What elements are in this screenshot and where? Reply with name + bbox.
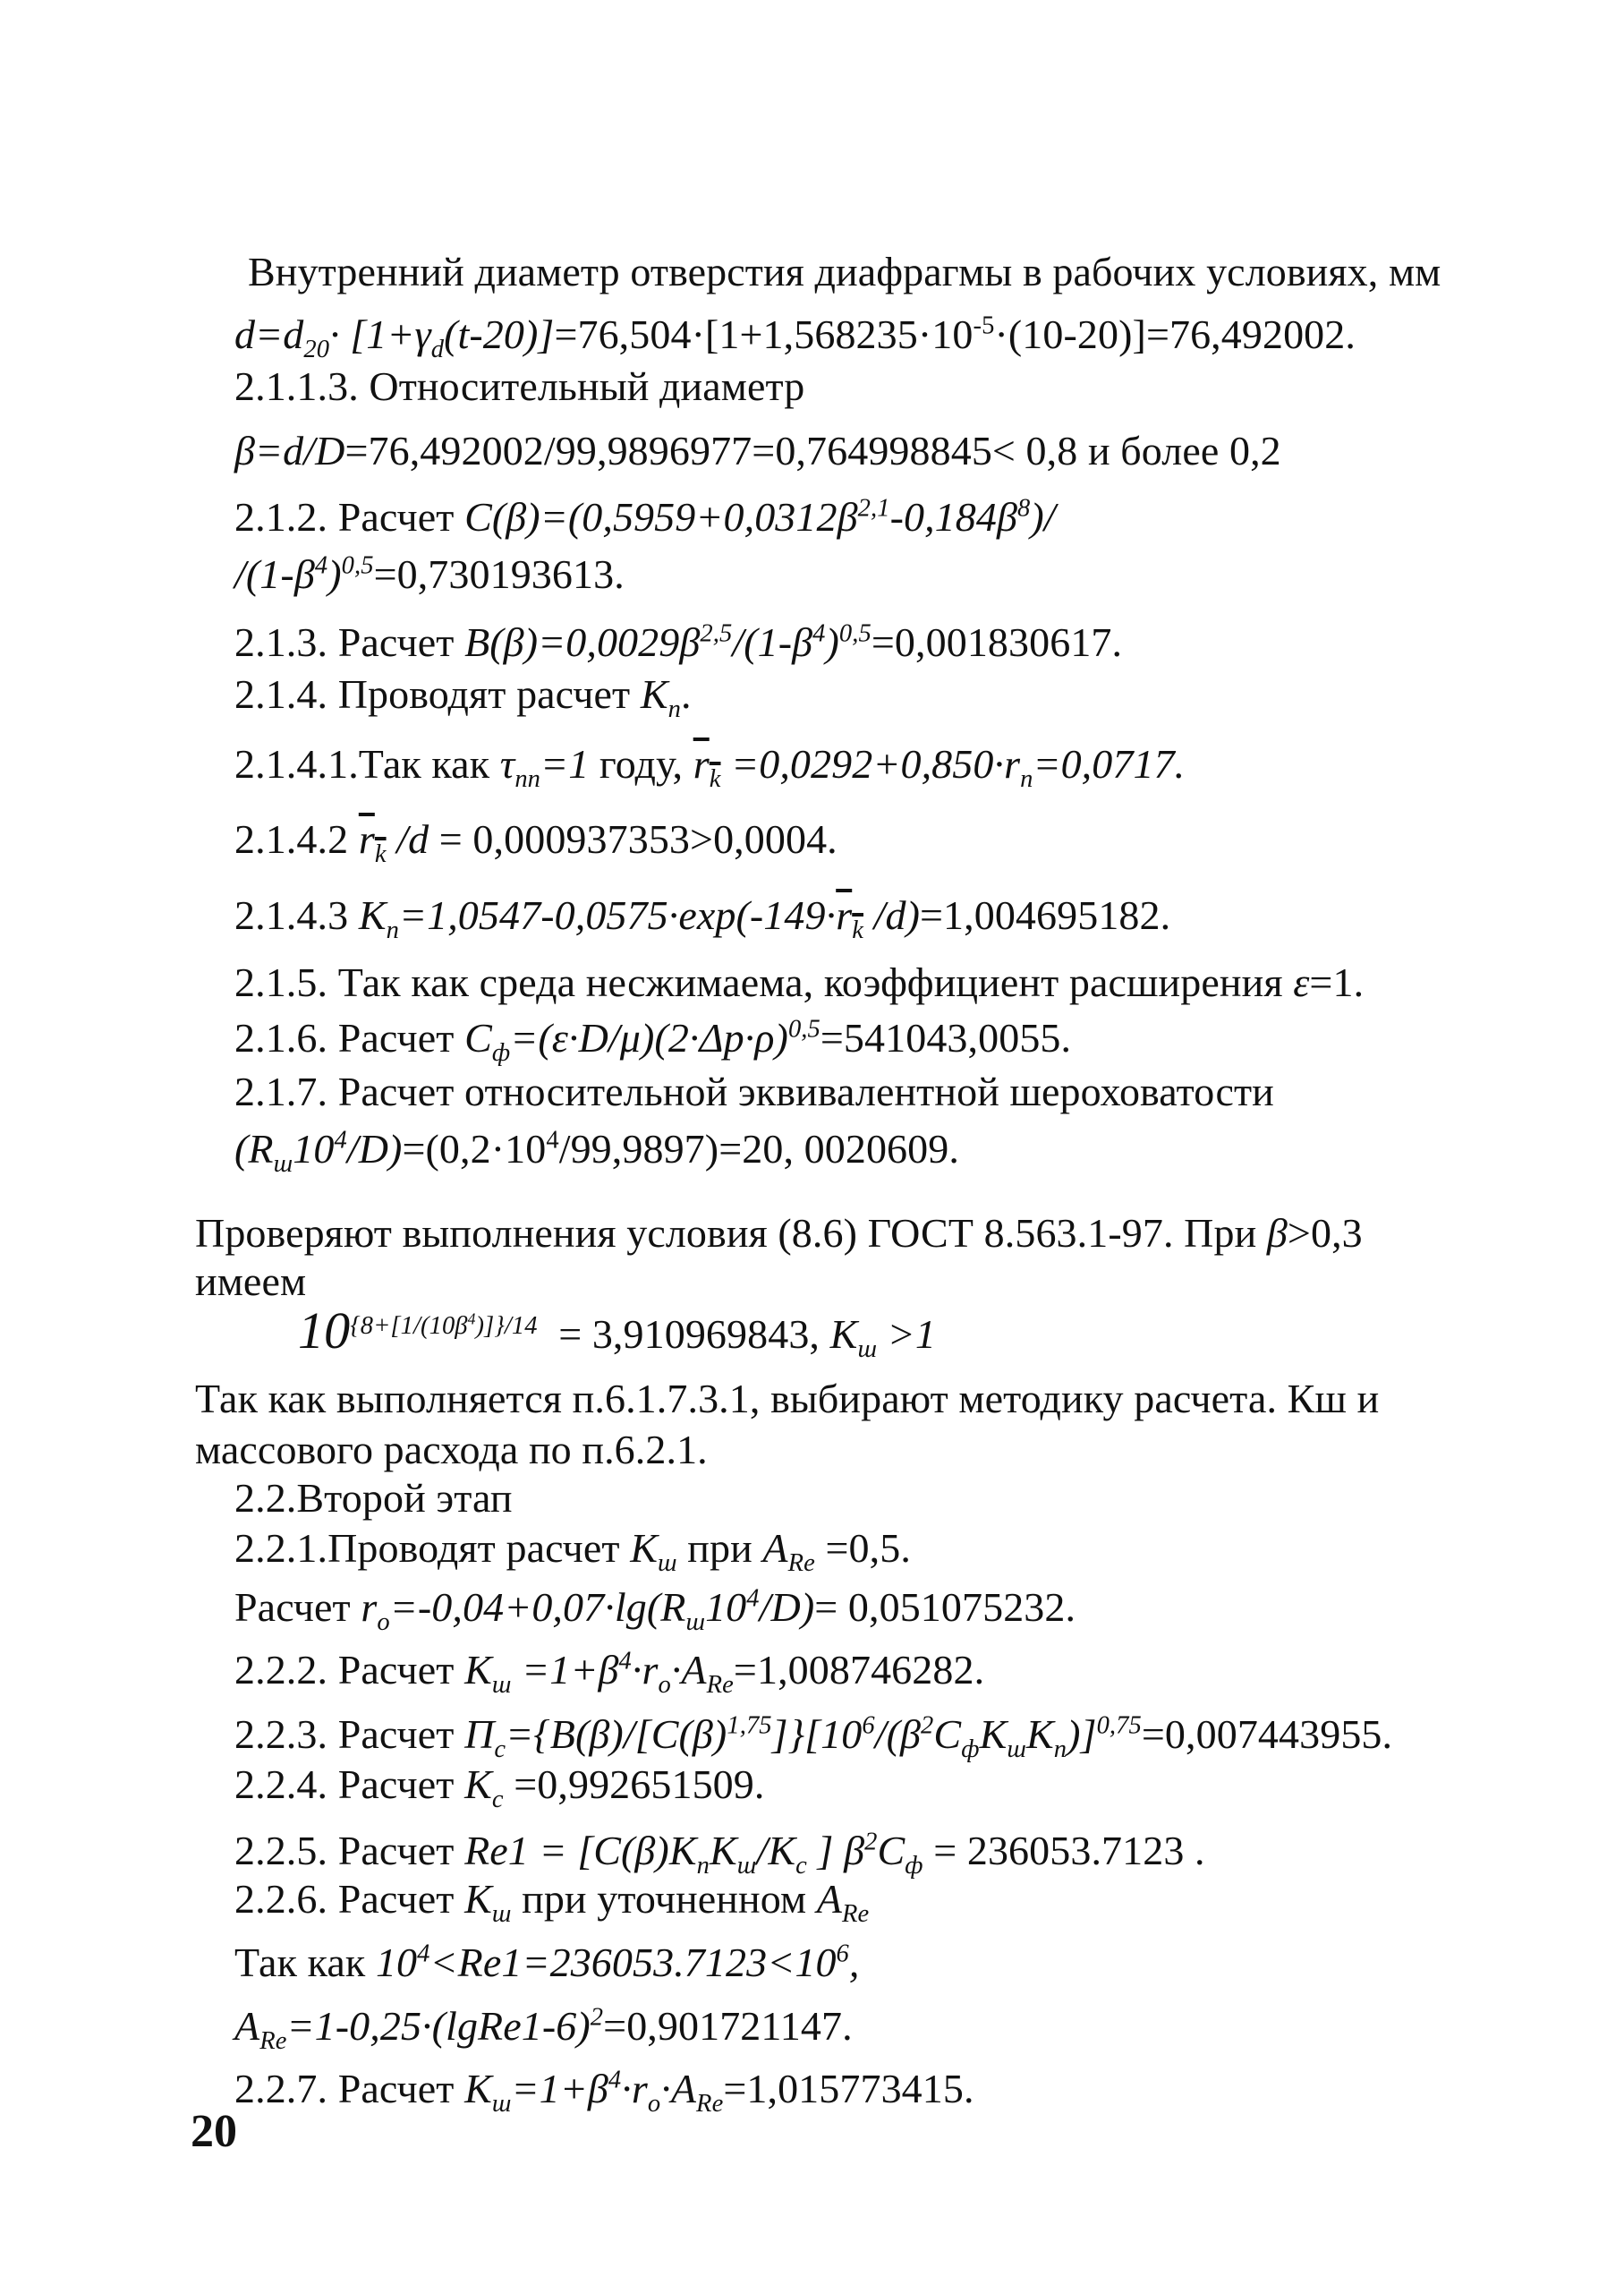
formula-line: 2.2.7. Расчет $K_ш=1+\beta^4\cdot r_o\cdot A_{Re}=1,015773415$. [234, 2066, 974, 2119]
formula-line: Расчет $r_o=-0,04+0,07\cdot\lg(R_ш10^4/D)= 0,051075232$. [234, 1584, 1076, 1637]
text-line: имеем [195, 1258, 307, 1304]
formula-line: 2.1.4.1.Так как $\tau_{пп}=1$ году, $r_k =0,0292+0,850\cdot r_п=0,0717$. [234, 741, 1186, 794]
formula-line: $/(1-\beta^4)^{0,5}=0,730193613$. [234, 551, 625, 597]
text-line: Внутренний диаметр отверстия диафрагмы в рабочих условиях, мм [248, 249, 1441, 294]
text-line: 2.2.1.Проводят расчет $K_ш$ при $A_{Re} =0,5$. [234, 1525, 911, 1578]
page-number: 20 [191, 2106, 237, 2157]
formula-line: 2.1.6. Расчет $C_ф=(\varepsilon\cdot D/\mu)(2\cdot\Delta p\cdot\rho)^{0,5}=541043,0055$. [234, 1015, 1072, 1068]
formula-line: 2.1.4.2 $r_k$ /d = 0,000937353>0,0004. [234, 816, 838, 869]
formula-line: $d=d_{20}\cdot [1+\gamma_d(t-20)]=76,504\cdot[1+1,568235\cdot 10^{-5}\cdot(10-20)]=76,492002$. [234, 311, 1356, 364]
text-line: массового расхода по п.6.2.1. [195, 1427, 708, 1472]
text-line: 2.1.4. Проводят расчет $K_п$. [234, 671, 692, 724]
text-line: Так как выполняется п.6.1.7.3.1, выбирают методику расчета. Кш и [195, 1376, 1380, 1421]
formula-line: β=d/D=76,492002/99,9896977=0,764998845< 0,8 и более 0,2 [234, 428, 1281, 473]
text-line: Проверяют выполнения условия (8.6) ГОСТ 8.563.1-97. При β>0,3 [195, 1210, 1363, 1256]
formula-line: 2.2.5. Расчет $Re1 = [C(\beta)K_пK_ш/K_c$ ] $\beta^2C_ф = 236053.7123$ . [234, 1828, 1205, 1880]
section-heading: 2.2.Второй этап [234, 1475, 513, 1521]
formula-line: 2.2.3. Расчет $П_c=\{B(\beta)/[C(\beta)^{1,75}]\}[10^6/(\beta^2C_фK_шK_п)]^{0,75}=0,007443955$. [234, 1711, 1393, 1764]
text-line: 2.1.5. Так как среда несжимаема, коэффициент расширения ε=1. [234, 959, 1365, 1005]
formula-line: 2.1.4.3 $K_п=1,0547-0,0575\cdot\exp(-149\cdot r_k$ /d)=1,004695182. [234, 892, 1171, 945]
formula-line: 2.1.2. Расчет $C(\beta)=(0,5959+0,0312\beta^{2,1}-0,184\beta^8)/$ [234, 494, 1056, 540]
formula-line: 2.2.2. Расчет $K_ш =1+\beta^4\cdot r_o\cdot A_{Re}=1,008746282$. [234, 1647, 985, 1700]
text-line: 2.1.7. Расчет относительной эквивалентной шероховатости [234, 1069, 1274, 1114]
text-line: 2.2.6. Расчет $K_ш$ при уточненном $A_{Re}$ [234, 1876, 870, 1929]
formula-line: $A_{Re}=1-0,25\cdot(lgRe1-6)^2=0,901721147$. [234, 2003, 853, 2056]
formula-line: $(R_ш10^4/D)=(0,2\cdot 10^4/99,9897)=20$, 0020609. [234, 1126, 959, 1179]
text-line: 2.1.1.3. Относительный диаметр [234, 363, 805, 409]
formula-line: 2.1.3. Расчет $B(\beta)=0,0029\beta^{2,5}/(1-\beta^4)^{0,5}=0,001830617$. [234, 619, 1123, 665]
formula-line: 2.2.4. Расчет $K_c =0,992651509$. [234, 1761, 765, 1814]
formula-line: $10^{\{8+[1/(10\beta^4)]\}/14} = 3,910969843$, $K_ш >1$ [298, 1301, 936, 1364]
formula-line: Так как $10^4<Re1=236053.7123<10^6$, [234, 1940, 860, 1985]
